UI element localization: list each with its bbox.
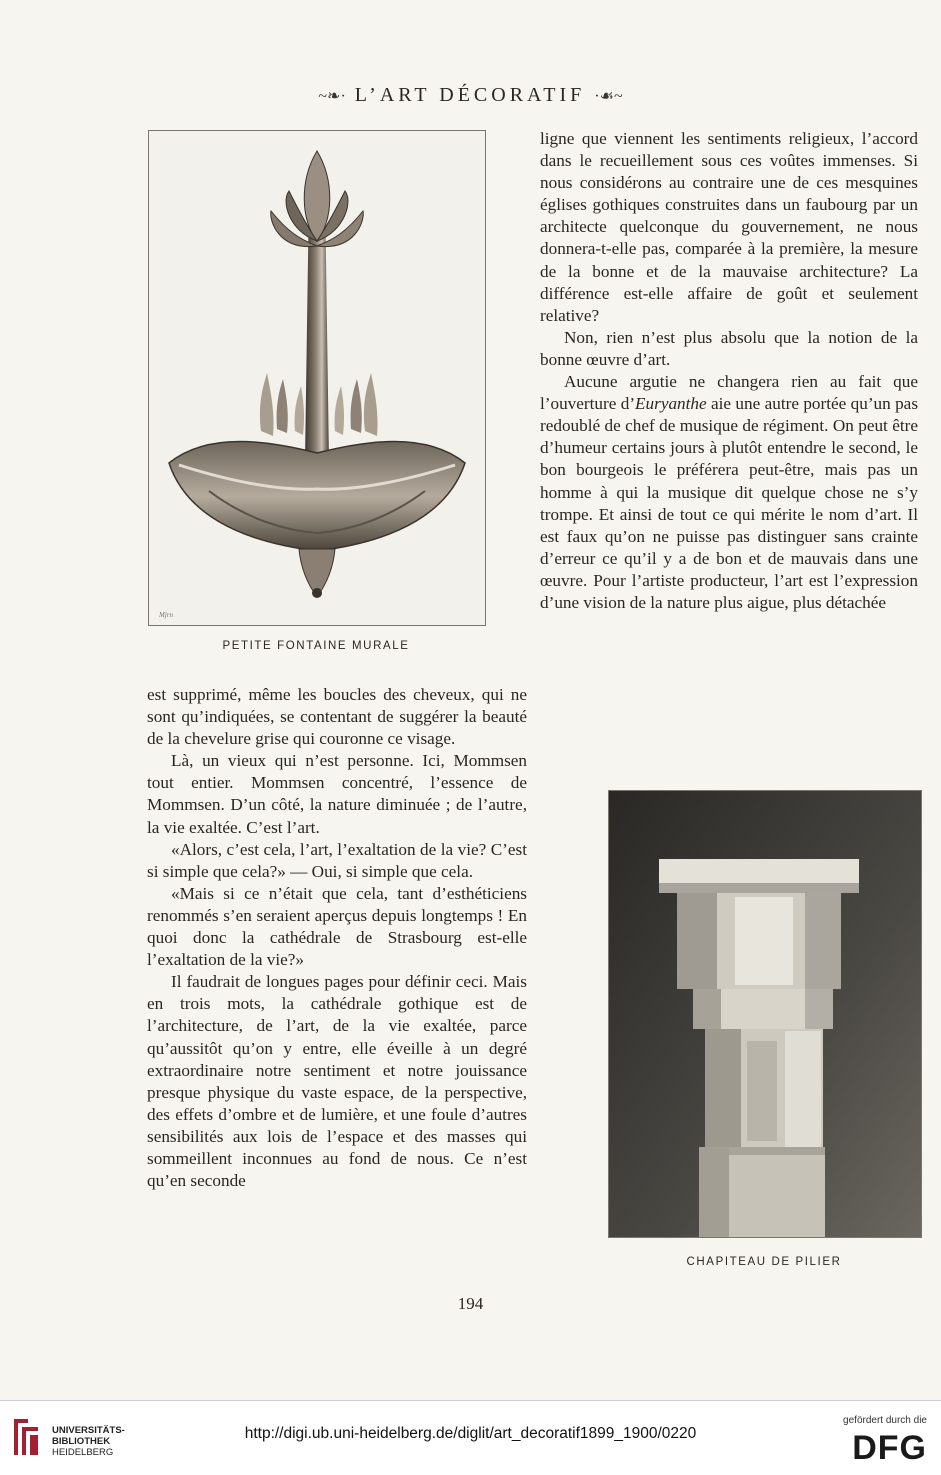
paragraph: «Mais si ce n’était que cela, tant d’esthéticiens renommés s’en seraient aperçus depuis longtemps ! En quoi donc la cathédrale de Strasbourg est-elle l’exaltation de la vie?» <box>147 883 527 970</box>
fountain-figure <box>148 130 486 626</box>
text-run: Aucune argutie ne changera rien au fait que l’ouverture d’ <box>540 372 918 414</box>
left-column <box>147 684 527 1192</box>
paragraph: Là, un vieux qui n’est personne. Ici, Mommsen tout entier. Mommsen concentré, l’essence de Mommsen. D’un côté, la nature diminuée ; de l’autre, la vie exaltée. C’est l’art. <box>147 751 527 837</box>
paragraph: est supprimé, même les boucles des cheveux, qui ne sont qu’indiquées, se contentant de suggérer la beauté de la chevelure grise qui couronne ce visage. <box>147 685 527 749</box>
library-line: BIBLIOTHEK <box>52 1436 111 1447</box>
paragraph: Il faudrait de longues pages pour définir ceci. Mais en trois mots, la cathédrale gothique est de l’architecture, de l’art, de la vie exaltée, parce qu’aussitôt qu’on y entre, elle éveille à un degré extraordinaire notre sentiment et notre jouissance presque physique du vaste espace, de la perspective, des effets d’ombre et de lumière, et une foule d’autres sensibilités aux lois de l’espace et des masses qui sommeillent inconnues au fond de nous. Ce n’est qu’en seconde <box>147 972 527 1191</box>
funded-by-label: gefördert durch die <box>843 1415 927 1426</box>
work-title: Euryanthe <box>635 394 707 414</box>
running-header <box>0 84 941 114</box>
ornament-right: ·☙~ <box>594 88 623 105</box>
fountain-illustration <box>149 131 485 625</box>
journal-title: L’ART DÉCORATIF <box>354 84 586 106</box>
library-line: UNIVERSITÄTS- <box>52 1425 125 1436</box>
fountain-caption: PETITE FONTAINE MURALE <box>222 640 410 652</box>
library-line: HEIDELBERG <box>52 1447 114 1458</box>
capital-figure <box>608 790 922 1238</box>
artist-signature: Mjrn <box>159 611 173 619</box>
paragraph <box>540 371 918 614</box>
paragraph: «Alors, c’est cela, l’art, l’exaltation de la vie? C’est si simple que cela?» — Oui, si simple que cela. <box>147 839 527 881</box>
permalink-url[interactable]: http://digi.ub.uni-heidelberg.de/diglit/art_decoratif1899_1900/0220 <box>244 1425 697 1442</box>
capital-photograph <box>609 791 921 1237</box>
right-column <box>540 128 918 614</box>
footer-banner <box>0 1400 941 1475</box>
page-number: 194 <box>457 1294 484 1313</box>
paragraph: Non, rien n’est plus absolu que la notion de la bonne œuvre d’art. <box>540 327 918 369</box>
text-run: aie une autre portée qu’un pas redoublé de chef de musique de régiment. On peut être d’humeur certains jours à plutôt entendre le second, le bon bourgeois le préférera peut-être, mais pas un homme à qui la musique dit quelque chose ne s’y trompe. Et ainsi de tout ce qui mérite le nom d’art. Il est faux qu’on ne puisse pas distinguer sans crainte d’erreur ce qu’il y a de bon et de mauvais dans une œuvre. Pour l’artiste producteur, l’art est l’expression d’une vision de la nature plus aigue, plus détachée <box>540 394 919 612</box>
ornament-left: ~❧· <box>318 88 346 105</box>
paragraph: ligne que viennent les sentiments religieux, l’accord dans le recueillement sous ces voûtes immenses. Si nous considérons au contraire une de ces mesquines églises gothiques construites dans un faubourg par un architecte quelconque du gouvernement, ne nous donnera-t-elle pas, comparée à la première, la mesure de la bonne et de la mauvaise architecture? La différence est-elle affaire de goût et seulement relative? <box>540 129 918 325</box>
capital-caption: CHAPITEAU DE PILIER <box>686 1256 842 1268</box>
dfg-logo: DFG <box>852 1429 927 1467</box>
